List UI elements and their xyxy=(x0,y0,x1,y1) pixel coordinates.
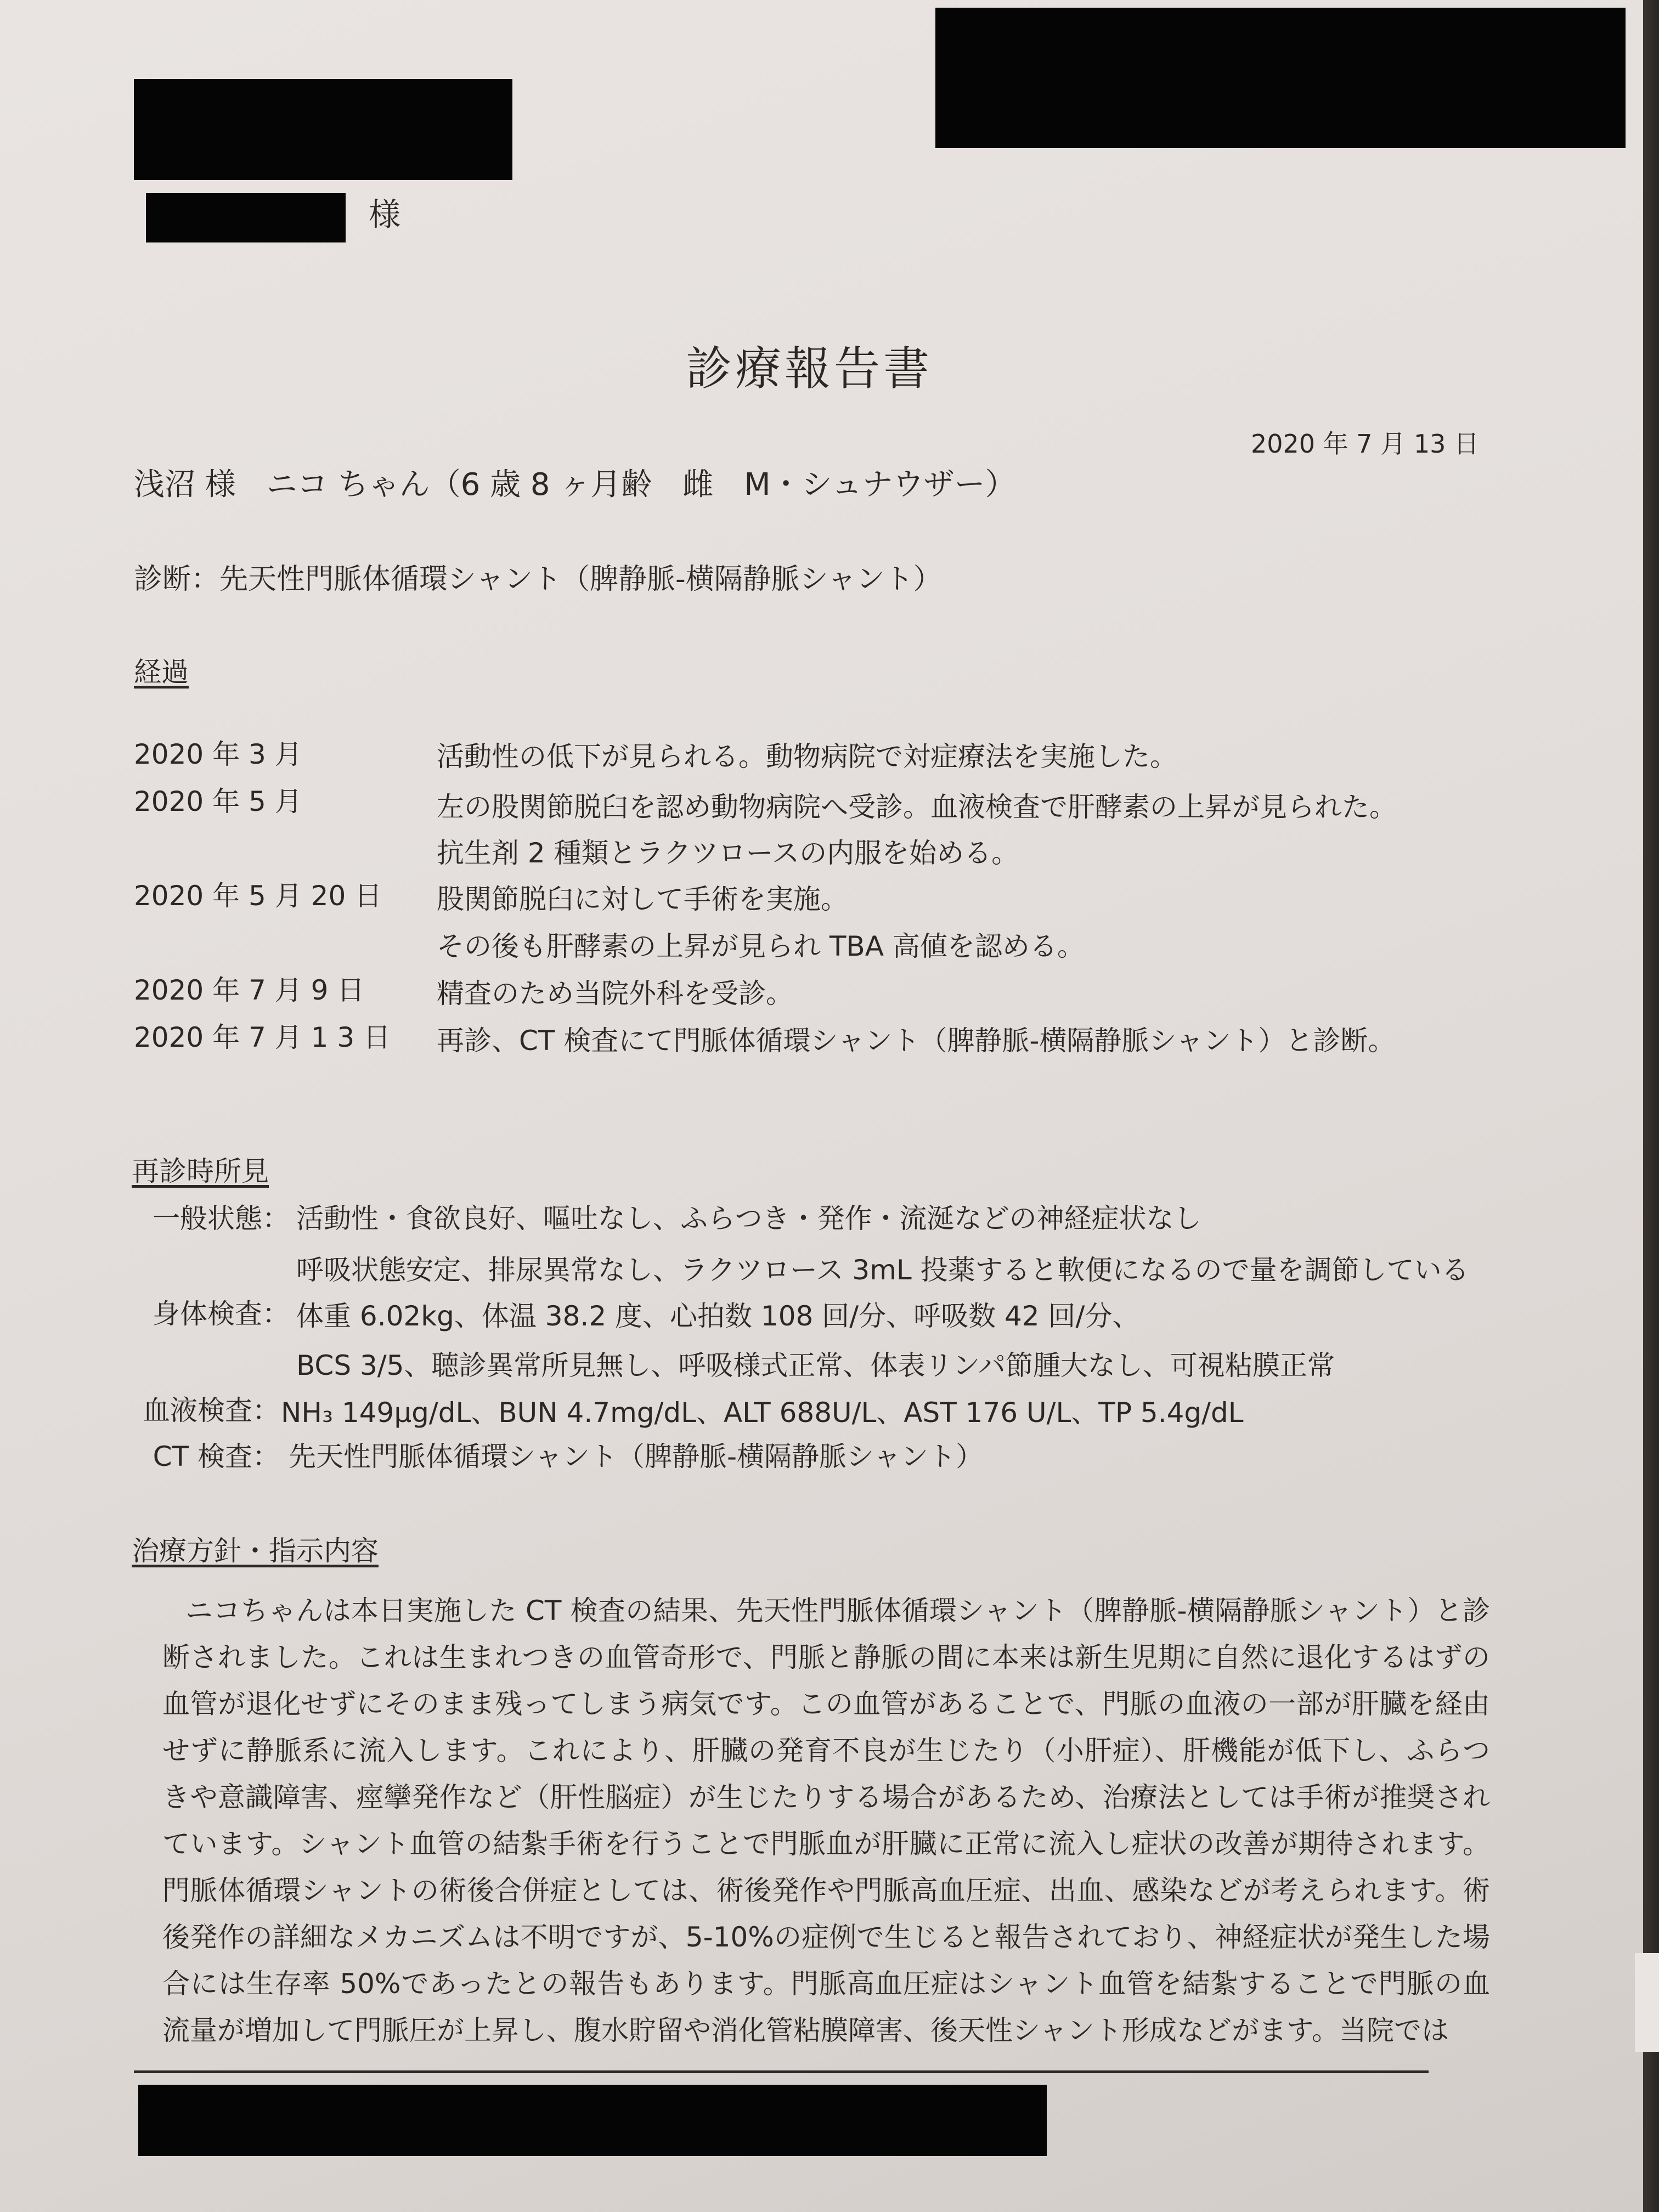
course-text: 再診、CT 検査にて門脈体循環シャント（脾静脈-横隔静脈シャント）と診断。 xyxy=(437,1025,1396,1057)
recipient-honorific: 様 xyxy=(369,196,401,233)
patient-line: 浅沼 様 ニコ ちゃん（6 歳 8 ヶ月齢 雌 M・シュナウザー） xyxy=(134,467,1016,503)
plan-heading: 治療方針・指示内容 xyxy=(132,1535,379,1567)
course-date: 2020 年 7 月 9 日 xyxy=(134,974,365,1006)
exam-label: CT 検査： xyxy=(153,1441,280,1472)
plan-body: ニコちゃんは本日実施した CT 検査の結果、先天性門脈体循環シャント（脾静脈-横隔静脈シャント）と診断されました。これは生まれつきの血管奇形で、門脈と静脈の間に本来は新生児期に自然に退化するはずの血管が退化せずにそのまま残ってしまう病気です。この血管があることで、門脈の血液の一部が肝臓を経由せずに静脈系に流入します。これにより、肝臓の発育不良が生じたり（小肝症）、肝機能が低下し、ふらつきや意識障害、痙攣発作など（肝性脳症）が生じたりする場合があるため、治療法としては手術が推奨されています。シャント血管の結紮手術を行うことで門脈血が肝臓に正常に流入し症状の改善が期待されます。門脈体循環シャントの術後合併症としては、術後発作や門脈高血圧症、出血、感染などが考えられます。術後発作の詳細なメカニズムは不明ですが、5-10%の症例で生じると報告されており、神経症状が発生した場合には生存率 50%であったとの報告もあります。門脈高血圧症はシャント血管を結紮することで門脈の血流量が増加して門脈圧が上昇し、腹水貯留や消化管粘膜障害、後天性シャント形成などがます。当院では xyxy=(162,1595,1490,2046)
exam-text: 呼吸状態安定、排尿異常なし、ラクツロース 3mL 投薬すると軟便になるので量を調節している xyxy=(296,1254,1469,1286)
exam-heading: 再診時所見 xyxy=(132,1155,269,1187)
course-text: 股関節脱臼に対して手術を実施。 xyxy=(437,883,848,915)
report-date: 2020 年 7 月 13 日 xyxy=(1251,429,1479,459)
course-text: その後も肝酵素の上昇が見られ TBA 高値を認める。 xyxy=(437,930,1085,962)
redacted-sender-block xyxy=(134,79,512,180)
exam-text: 先天性門脈体循環シャント（脾静脈-横隔静脈シャント） xyxy=(289,1441,984,1472)
course-text: 精査のため当院外科を受診。 xyxy=(437,978,793,1009)
redacted-recipient-name xyxy=(146,193,346,242)
course-text: 活動性の低下が見られる。動物病院で対症療法を実施した。 xyxy=(437,741,1177,772)
exam-text: 活動性・食欲良好、嘔吐なし、ふらつき・発作・流涎などの神経症状なし xyxy=(296,1203,1201,1234)
course-text: 抗生剤 2 種類とラクツロースの内服を始める。 xyxy=(437,837,1019,869)
course-date: 2020 年 7 月 1 3 日 xyxy=(134,1022,391,1053)
document-title: 診療報告書 xyxy=(686,342,933,396)
course-date: 2020 年 5 月 xyxy=(134,786,302,817)
course-heading: 経過 xyxy=(134,656,189,688)
redacted-footer-block xyxy=(138,2085,1047,2156)
adjacent-paper-edge xyxy=(1635,1953,1659,2052)
course-text: 左の股関節脱臼を認め動物病院へ受診。血液検査で肝酵素の上昇が見られた。 xyxy=(437,791,1397,823)
exam-text: BCS 3/5、聴診異常所見無し、呼吸様式正常、体表リンパ節腫大なし、可視粘膜正常 xyxy=(296,1350,1335,1381)
exam-text: NH₃ 149μg/dL、BUN 4.7mg/dL、ALT 688U/L、AST 176 U/L、TP 5.4g/dL xyxy=(281,1397,1244,1429)
diagnosis-line: 診断：先天性門脈体循環シャント（脾静脈-横隔静脈シャント） xyxy=(134,563,942,596)
redacted-header-block xyxy=(935,8,1626,148)
exam-text: 体重 6.02kg、体温 38.2 度、心拍数 108 回/分、呼吸数 42 回/分、 xyxy=(296,1300,1140,1332)
exam-label: 一般状態： xyxy=(153,1203,290,1234)
course-date: 2020 年 3 月 xyxy=(134,738,302,770)
footer-divider xyxy=(134,2070,1429,2073)
exam-label: 身体検査： xyxy=(153,1298,290,1330)
course-date: 2020 年 5 月 20 日 xyxy=(134,880,382,912)
exam-label: 血液検査： xyxy=(143,1395,280,1426)
